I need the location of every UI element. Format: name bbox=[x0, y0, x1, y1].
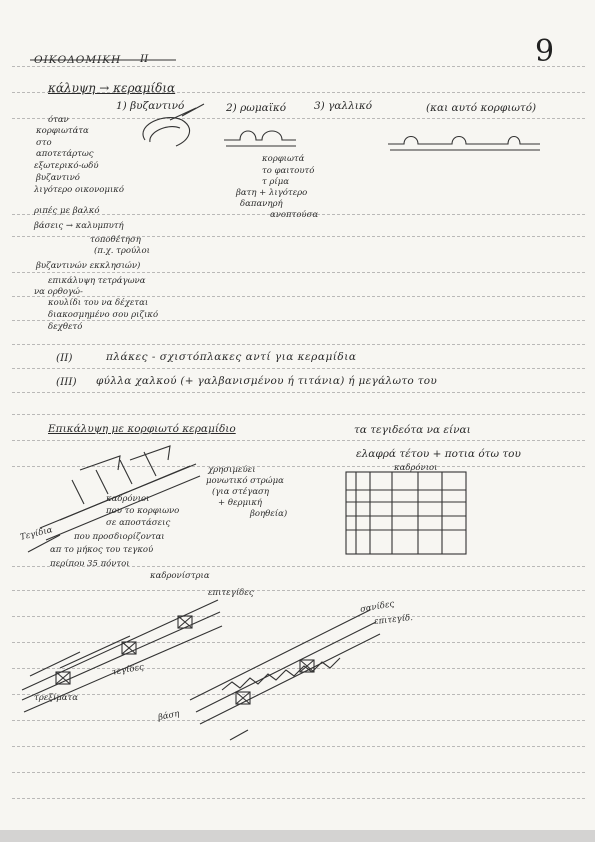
left-note: (π.χ. τρούλοι bbox=[94, 246, 150, 256]
left-note: κορφιωτάτα bbox=[36, 126, 89, 136]
french-tile-sketch bbox=[388, 137, 540, 151]
covering-note: καδρονίστρια bbox=[150, 571, 210, 581]
left-note: να ορθογώ- bbox=[34, 287, 83, 297]
middle-note: κορφιωτά bbox=[262, 154, 305, 164]
covering-note: καδρόνιοι bbox=[106, 494, 150, 504]
item-ii-label: (ΙΙ) bbox=[56, 352, 73, 364]
bottom-label: βάση bbox=[157, 708, 181, 724]
left-note: όταν bbox=[48, 115, 69, 125]
covering-note-right: ελαφρά τέτου + ποτια ότω του bbox=[356, 448, 521, 460]
roman-tile-sketch bbox=[224, 131, 296, 146]
roof-bottom-left-sketch bbox=[22, 600, 222, 712]
item-ii-text: πλάκες - σχιστόπλακες αντί για κεραμίδια bbox=[106, 351, 357, 363]
left-note: κουλίδι του να δέχεται bbox=[48, 298, 149, 308]
left-note: τοποθέτηση bbox=[90, 235, 141, 245]
left-note: εξωτερικό-ωδύ bbox=[34, 161, 99, 171]
left-note: στο bbox=[36, 138, 52, 148]
left-note: βάσεις → καλυμπυτή bbox=[34, 221, 124, 231]
topic-heading: κάλυψη → κεραμίδια bbox=[48, 81, 176, 95]
covering-note: χρησιμεύει bbox=[208, 465, 256, 475]
covering-note: που το κορφιωνο bbox=[106, 506, 180, 516]
left-note: επικάλυψη τετράγωνα bbox=[48, 276, 146, 286]
type-byzantine: 1) βυζαντινό bbox=[116, 100, 185, 112]
covering-note: περίπου 35 πόντοι bbox=[50, 559, 130, 569]
covering-title: Επικάλυψη με κορφιωτό κεραμίδιο bbox=[48, 423, 236, 435]
left-note: διακοσμημένο σου ριζικό bbox=[48, 310, 159, 320]
covering-note: σε αποστάσεις bbox=[106, 518, 171, 528]
bottom-label: επιτεγίδες bbox=[208, 588, 254, 598]
left-note: ριπές με βαλκό bbox=[34, 206, 100, 216]
item-iii-text: φύλλα χαλκού (+ γαλβανισμένου ή τιτάνια) ή μεγάλωτο του bbox=[96, 375, 438, 387]
middle-note: τ ρίμα bbox=[262, 177, 289, 187]
covering-note: απ το μήκος του τεγκού bbox=[50, 545, 154, 555]
middle-note: το φαιτουτό bbox=[262, 166, 315, 176]
grid-plan-sketch bbox=[346, 472, 466, 554]
middle-note: βατη + λιγότερο bbox=[236, 188, 308, 198]
bottom-label: σανίδες bbox=[359, 599, 396, 615]
middle-note: δαπανηρή bbox=[240, 199, 283, 209]
type-french: 3) γαλλικό bbox=[314, 100, 373, 112]
left-note: λιγότερο οικονομικό bbox=[34, 185, 124, 195]
roof-section-sketch bbox=[28, 446, 200, 552]
bottom-label: επιτεγίδ. bbox=[373, 612, 414, 628]
covering-note: μονωτικό στρώμα bbox=[206, 476, 284, 486]
subject-number: ΙΙ bbox=[140, 53, 149, 65]
covering-note: καδρόνιοι bbox=[394, 463, 438, 473]
bottom-label: τρεξίματα bbox=[34, 693, 78, 703]
left-note: βυζαντινό bbox=[36, 173, 80, 183]
covering-note-right: τα τεγιδεότα να είναι bbox=[354, 424, 471, 436]
middle-note: ανοπτούσα bbox=[270, 210, 319, 220]
byzantine-tile-sketch bbox=[143, 104, 204, 146]
scan-edge bbox=[0, 830, 595, 842]
covering-note: βοηθεία) bbox=[250, 509, 288, 519]
subject-title: ΟΙΚΟΔΟΜΙΚΗ bbox=[34, 54, 122, 66]
type-roman: 2) ρωμαϊκό bbox=[226, 102, 287, 114]
bottom-label: τεγίδες bbox=[111, 662, 145, 678]
left-note: αποτετάρτως bbox=[36, 149, 94, 159]
covering-note: + θερμική bbox=[218, 498, 263, 508]
type-french-note: (και αυτό κορφιωτό) bbox=[426, 102, 537, 114]
left-note: δεχθετό bbox=[48, 322, 83, 332]
page-number: 9 bbox=[535, 34, 555, 69]
covering-note: που προσδιορίζονται bbox=[74, 532, 165, 542]
item-iii-label: (ΙΙΙ) bbox=[56, 376, 77, 388]
covering-note: (για στέγαση bbox=[212, 487, 269, 497]
covering-side-label: Τεγίδια bbox=[19, 525, 54, 543]
left-note: βυζαντινών εκκλησιών) bbox=[36, 261, 141, 271]
roof-bottom-right-sketch bbox=[190, 610, 380, 740]
